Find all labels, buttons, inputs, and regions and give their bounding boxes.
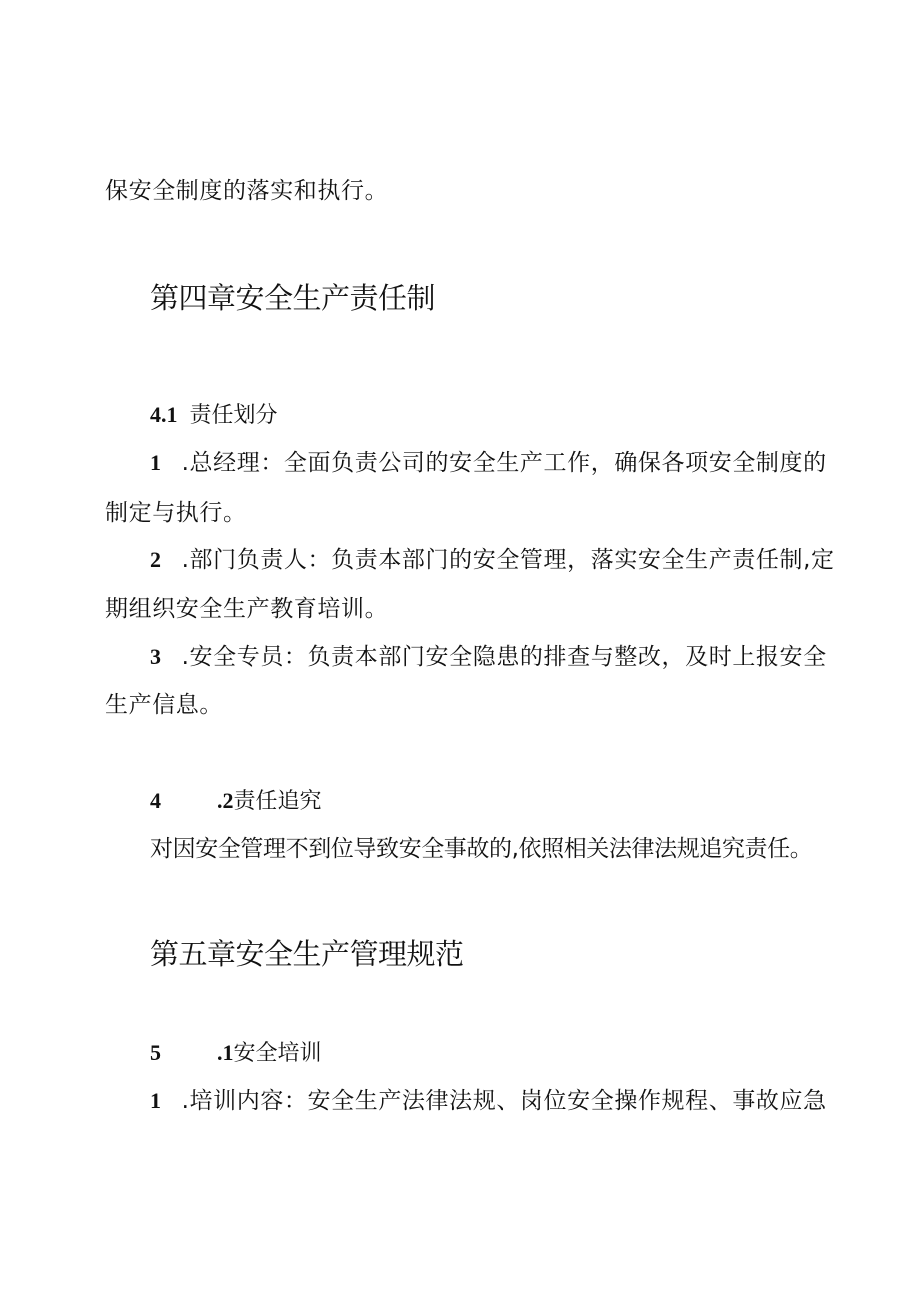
list-item-2-line-1 — [150, 549, 835, 572]
list-item-3-line-2: 生产信息。 — [105, 692, 223, 718]
section-4-1-number: 4.1 — [150, 402, 178, 427]
list-item-2-line-2: 期组织安全生产教育培训。 — [105, 596, 389, 622]
section-5-1-heading — [150, 1042, 322, 1065]
section-5-1-number-a: 5 — [150, 1040, 161, 1065]
section-5-1-number-b: .1 — [217, 1040, 234, 1065]
training-item-1-number: 1 — [150, 1088, 162, 1113]
section-4-1-title: 责任划分 — [189, 403, 278, 428]
list-item-1-text: .总经理：全面负责公司的安全生产工作，确保各项安全制度的 — [181, 450, 827, 476]
chapter-5-heading: 第五章安全生产管理规范 — [150, 937, 464, 971]
chapter-4-heading: 第四章安全生产责任制 — [150, 281, 436, 315]
training-item-1-line-1 — [150, 1090, 827, 1113]
section-4-1-heading — [150, 404, 278, 427]
section-4-2-title: 责任追究 — [233, 789, 322, 814]
list-item-3-line-1 — [150, 646, 827, 669]
list-item-2-number: 2 — [150, 547, 162, 572]
section-5-1-title: 安全培训 — [233, 1041, 322, 1066]
list-item-3-number: 3 — [150, 644, 162, 669]
list-item-1-number: 1 — [150, 450, 162, 475]
list-item-3-text: .安全专员：负责本部门安全隐患的排查与整改，及时上报安全 — [181, 644, 827, 670]
section-4-2-number-a: 4 — [150, 788, 161, 813]
section-4-2-number-b: .2 — [217, 788, 234, 813]
list-item-1-line-1 — [150, 452, 827, 475]
section-4-2-text: 对因安全管理不到位导致安全事故的,依照相关法律法规追究责任。 — [150, 836, 813, 862]
training-item-1-text: .培训内容：安全生产法律法规、岗位安全操作规程、事故应急 — [181, 1088, 827, 1114]
list-item-2-text: .部门负责人：负责本部门的安全管理，落实安全生产责任制,定 — [181, 547, 835, 573]
section-4-2-heading — [150, 790, 322, 813]
paragraph-continuation: 保安全制度的落实和执行。 — [105, 178, 389, 204]
list-item-1-line-2: 制定与执行。 — [105, 500, 247, 526]
